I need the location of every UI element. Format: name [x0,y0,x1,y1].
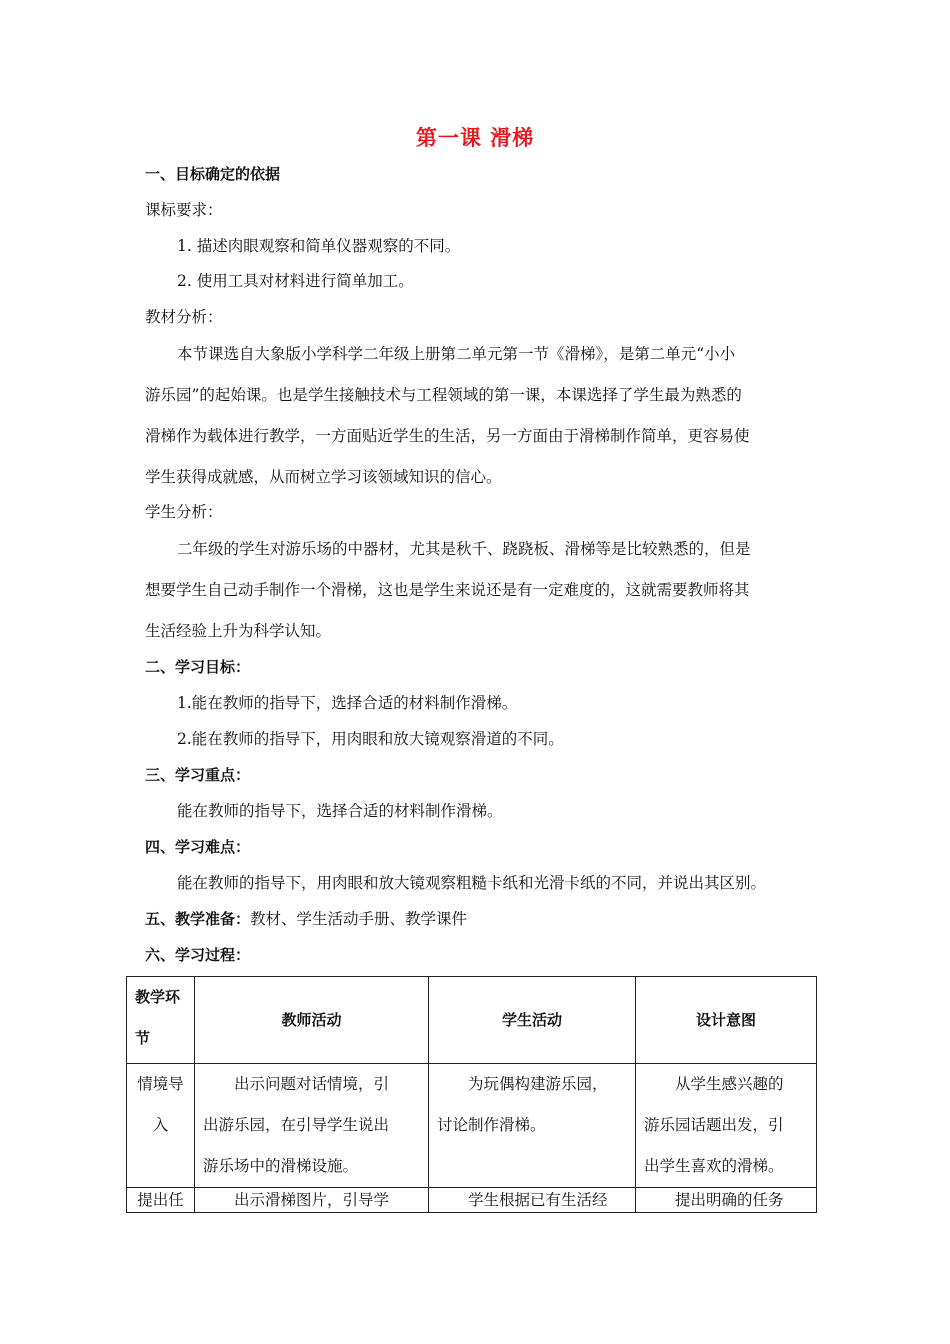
cell-stage: 提出任 [127,1188,195,1213]
learning-process-table [126,976,817,1213]
cell-line: 出示问题对话情境，引 [234,1075,390,1093]
student-analysis-line: 生活经验上升为科学认知。 [145,622,332,640]
cell-intent: 提出明确的任务 [636,1188,817,1213]
difficulty-text: 能在教师的指导下，用肉眼和放大镜观察粗糙卡纸和光滑卡纸的不同，并说出其区别。 [177,874,767,892]
learning-goal-item: 1.能在教师的指导下，选择合适的材料制作滑梯。 [177,694,518,712]
section-5-row [145,909,467,929]
cell-line: 游乐场中的滑梯设施。 [203,1157,359,1175]
table-header-row [127,977,817,1064]
student-analysis-line: 想要学生自己动手制作一个滑梯，这也是学生来说还是有一定难度的，这就需要教师将其 [145,581,750,599]
textbook-analysis-line: 本节课选自大象版小学科学二年级上册第二单元第一节《滑梯》，是第二单元“小小 [177,345,736,363]
header-intent: 设计意图 [636,977,817,1064]
header-stage-line: 节 [135,1029,151,1047]
cell-line: 讨论制作滑梯。 [437,1116,546,1134]
table-row [127,1188,817,1213]
cell-line: 从学生感兴趣的 [675,1075,784,1093]
section-1-heading: 一、目标确定的依据 [145,165,281,183]
curriculum-item: 2. 使用工具对材料进行简单加工。 [177,272,414,290]
curriculum-label: 课标要求： [145,201,223,219]
textbook-analysis-line: 游乐园”的起始课。也是学生接触技术与工程领域的第一课，本课选择了学生最为熟悉的 [145,386,742,404]
cell-stage [127,1064,195,1188]
cell-intent [636,1064,817,1188]
cell-student [429,1064,636,1188]
section-3-heading: 三、学习重点： [145,766,251,784]
student-analysis-line: 二年级的学生对游乐场的中器材，尤其是秋千、跷跷板、滑梯等是比较熟悉的，但是 [177,540,751,558]
key-point-text: 能在教师的指导下，选择合适的材料制作滑梯。 [177,802,503,820]
section-5-heading: 五、教学准备： [145,910,251,928]
cell-student: 学生根据已有生活经 [429,1188,636,1213]
learning-goal-item: 2.能在教师的指导下，用肉眼和放大镜观察滑道的不同。 [177,730,564,748]
section-2-heading: 二、学习目标： [145,658,251,676]
header-stage [127,977,195,1064]
table-row [127,1064,817,1188]
textbook-analysis-line: 滑梯作为载体进行教学，一方面贴近学生的生活，另一方面由于滑梯制作简单，更容易使 [145,427,750,445]
preparation-text: 教材、学生活动手册、教学课件 [250,910,468,928]
cell-line: 出学生喜欢的滑梯。 [644,1157,784,1175]
section-4-heading: 四、学习难点： [145,838,251,856]
header-stage-line: 教学环 [135,988,181,1006]
curriculum-item: 1. 描述肉眼观察和简单仪器观察的不同。 [177,237,461,255]
cell-line: 情境导 [137,1075,184,1093]
cell-line: 为玩偶构建游乐园， [468,1075,608,1093]
cell-line: 游乐园话题出发，引 [644,1116,784,1134]
page-title: 第一课 滑梯 [415,126,535,150]
textbook-analysis-line: 学生获得成就感，从而树立学习该领域知识的信心。 [145,468,502,486]
header-teacher: 教师活动 [195,977,429,1064]
cell-teacher: 出示滑梯图片，引导学 [195,1188,429,1213]
cell-line: 出游乐园，在引导学生说出 [203,1116,390,1134]
section-6-heading: 六、学习过程： [145,946,251,964]
header-student: 学生活动 [429,977,636,1064]
cell-line: 入 [152,1116,169,1134]
student-analysis-label: 学生分析： [145,503,223,521]
textbook-analysis-label: 教材分析： [145,308,223,326]
cell-teacher [195,1064,429,1188]
